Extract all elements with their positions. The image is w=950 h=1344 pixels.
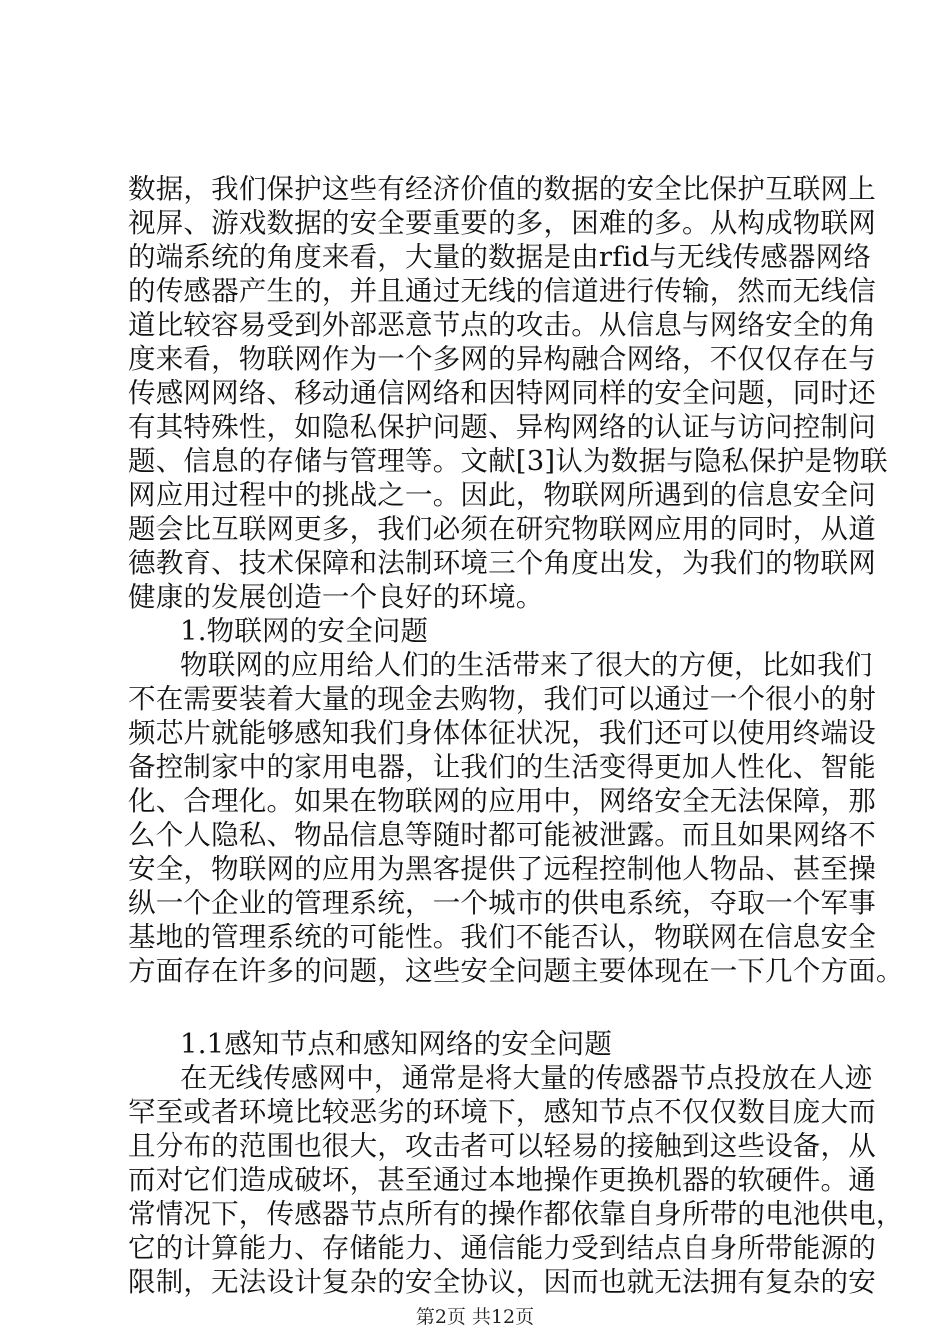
- body-line: 题、信息的存储与管理等。文献[3]认为数据与隐私保护是物联: [128, 445, 888, 477]
- body-line: 频芯片就能够感知我们身体体征状况，我们还可以使用终端设: [128, 717, 876, 749]
- body-line: 备控制家中的家用电器，让我们的生活变得更加人性化、智能: [128, 751, 876, 783]
- body-line: 健康的发展创造一个良好的环境。: [128, 581, 544, 613]
- body-line: 物联网的应用给人们的生活带来了很大的方便，比如我们: [180, 649, 873, 681]
- body-line: 道比较容易受到外部恶意节点的攻击。从信息与网络安全的角: [128, 309, 876, 341]
- body-line: 不在需要装着大量的现金去购物，我们可以通过一个很小的射: [128, 683, 876, 715]
- body-line: 化、合理化。如果在物联网的应用中，网络安全无法保障，那: [128, 785, 876, 817]
- body-line: 罕至或者环境比较恶劣的环境下，感知节点不仅仅数目庞大而: [128, 1096, 876, 1128]
- body-line: 有其特殊性，如隐私保护问题、异构网络的认证与访问控制问: [128, 411, 876, 443]
- subsection-heading: 1.1感知节点和感知网络的安全问题: [180, 1028, 613, 1060]
- body-line: 题会比互联网更多，我们必须在研究物联网应用的同时，从道: [128, 513, 876, 545]
- body-line: 数据，我们保护这些有经济价值的数据的安全比保护互联网上: [128, 173, 876, 205]
- body-line: 传感网网络、移动通信网络和因特网同样的安全问题，同时还: [128, 377, 876, 409]
- body-line: 德教育、技术保障和法制环境三个角度出发，为我们的物联网: [128, 547, 876, 579]
- body-line: 限制，无法设计复杂的安全协议，因而也就无法拥有复杂的安: [128, 1266, 876, 1298]
- body-line: 的端系统的角度来看，大量的数据是由rfid与无线传感器网络: [128, 241, 872, 273]
- body-line: 常情况下，传感器节点所有的操作都依靠自身所带的电池供电，: [128, 1198, 904, 1230]
- body-line: 网应用过程中的挑战之一。因此，物联网所遇到的信息安全问: [128, 479, 876, 511]
- body-line: 的传感器产生的，并且通过无线的信道进行传输，然而无线信: [128, 275, 876, 307]
- body-line: 基地的管理系统的可能性。我们不能否认，物联网在信息安全: [128, 921, 876, 953]
- section-heading: 1.物联网的安全问题: [180, 615, 429, 647]
- body-line: 方面存在许多的问题，这些安全问题主要体现在一下几个方面。: [128, 955, 904, 987]
- body-line: 度来看，物联网作为一个多网的异构融合网络，不仅仅存在与: [128, 343, 876, 375]
- body-line: 么个人隐私、物品信息等随时都可能被泄露。而且如果网络不: [128, 819, 876, 851]
- body-line: 纵一个企业的管理系统，一个城市的供电系统，夺取一个军事: [128, 887, 876, 919]
- body-line: 视屏、游戏数据的安全要重要的多，困难的多。从构成物联网: [128, 207, 876, 239]
- body-line: 它的计算能力、存储能力、通信能力受到结点自身所带能源的: [128, 1232, 876, 1264]
- body-line: 在无线传感网中，通常是将大量的传感器节点投放在人迹: [180, 1062, 873, 1094]
- body-line: 安全，物联网的应用为黑客提供了远程控制他人物品、甚至操: [128, 853, 876, 885]
- body-line: 且分布的范围也很大，攻击者可以轻易的接触到这些设备，从: [128, 1130, 876, 1162]
- page-number-footer: 第2页 共12页: [415, 1306, 535, 1328]
- body-line: 而对它们造成破坏，甚至通过本地操作更换机器的软硬件。通: [128, 1164, 876, 1196]
